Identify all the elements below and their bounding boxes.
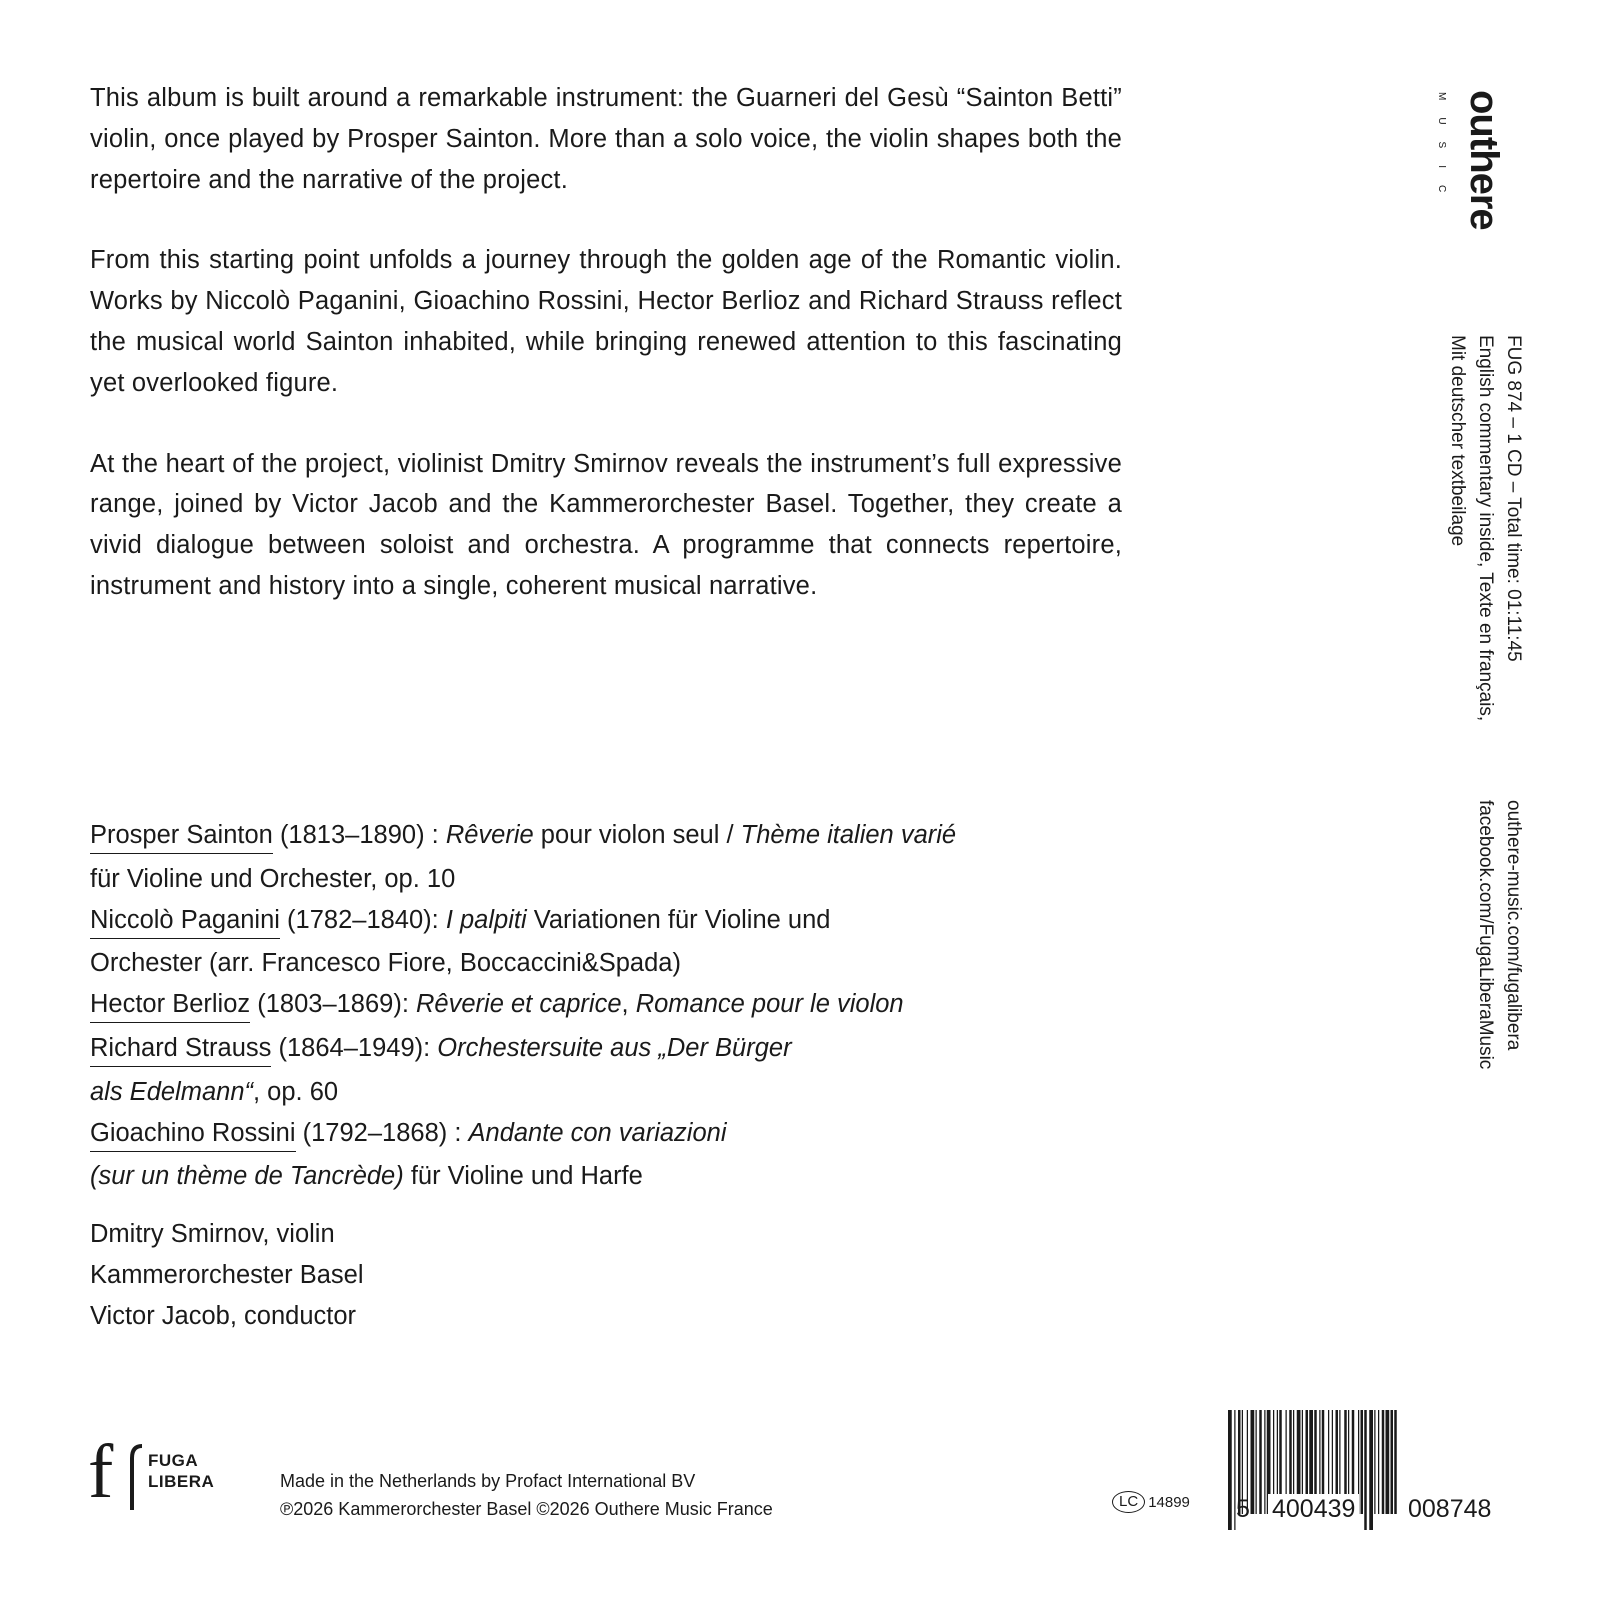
composer-name: Hector Berlioz [90,986,250,1023]
work-entry [90,1028,1090,1113]
work-line [90,1156,1090,1197]
fuga-word-1: FUGA [148,1451,199,1470]
composer-name: Richard Strauss [90,1030,271,1067]
barcode-bar [1256,1410,1257,1514]
work-text: Andante con variazioni [468,1118,727,1147]
barcode-bar [1394,1410,1397,1514]
fuga-f-glyph-icon: f [88,1430,114,1514]
work-entry [90,815,1090,900]
work-text: (1813–1890) : [272,821,446,849]
website-link: outhere-music.com/fugalibera [1503,800,1524,1051]
legal-footer [280,1467,773,1523]
barcode-bar [1386,1410,1390,1514]
work-text: pour violon seul / [533,821,741,849]
outhere-logo: outhere [1462,90,1506,230]
fuga-logo-mark-icon [102,1444,152,1514]
work-text: (1792–1868) : [295,1118,469,1147]
composer-name: Prosper Sainton [90,817,273,854]
copyright-line: ℗2026 Kammerorchester Basel ©2026 Outhere Music France [280,1499,773,1519]
barcode-bar [1374,1410,1375,1514]
barcode-digit-first: 5 [1236,1495,1250,1523]
work-text: I palpiti [445,905,527,934]
work-text: als Edelmann“ [90,1077,253,1106]
track-list [90,815,1090,1197]
barcode-bar [1378,1410,1379,1514]
work-line [90,984,1090,1028]
work-entry [90,900,1090,985]
performers [90,1214,364,1336]
work-line [90,1028,1090,1072]
work-text: Thème italien varié [740,821,957,849]
barcode-digits-right: 008748 [1404,1494,1495,1524]
barcode-digits-left: 400439 [1268,1494,1359,1524]
performer-orchestra: Kammerorchester Basel [90,1260,364,1289]
barcode-bar [1364,1410,1367,1530]
work-text: , [621,990,636,1019]
work-line [90,859,1090,900]
performer-conductor: Victor Jacob, conductor [90,1301,357,1330]
work-text: für Violine und Harfe [403,1162,643,1191]
work-text: (1864–1949): [271,1033,438,1062]
facebook-link: facebook.com/FugaLiberaMusic [1475,800,1496,1070]
work-line [90,1072,1090,1113]
barcode-bar [1259,1410,1262,1514]
work-text: (1803–1869): [250,990,417,1019]
label-code [1112,1491,1190,1513]
work-text: für Violine und Orchester, op. 10 [90,864,456,893]
description-paragraph-1: This album is built around a remarkable instrument: the Guarneri del Gesù “Sainton Betti” violin, once played by Prosper Sainton. More than a solo voice, the violin shapes both the repertoire and the narrative of the project. [90,84,1122,194]
work-text: , op. 60 [253,1077,339,1106]
work-text: Orchestersuite aus „Der Bürger [437,1033,792,1062]
work-text: (sur un thème de Tancrède) [90,1162,404,1191]
work-text: (1782–1840): [279,905,446,934]
work-text: Orchester (arr. Francesco Fiore, Boccaccini&Spada) [90,949,681,978]
description-paragraph-3: At the heart of the project, violinist Dmitry Smirnov reveals the instrument’s full expressive range, joined by Victor Jacob and the Kammerorchester Basel. Together, they create a vivid dialogue between soloist and orchestra. A programme that connects repertoire, instrument and history into a single, coherent musical narrative. [90,449,1122,600]
lc-badge-icon: LC [1112,1491,1145,1513]
outhere-logo-subtitle: MUSIC [1436,92,1447,210]
work-text: Rêverie [445,821,534,849]
lc-number: 14899 [1148,1493,1190,1511]
fuga-word-2: LIBERA [148,1472,215,1491]
album-description [90,78,1122,647]
work-text: Romance pour le violon [635,990,904,1019]
work-text: Variationen für Violine und [526,905,831,934]
performer-soloist: Dmitry Smirnov, violin [90,1220,335,1248]
catalog-info: FUG 874 – 1 CD – Total time: 01:11:45 [1503,335,1524,662]
composer-name: Niccolò Paganini [90,902,280,939]
composer-name: Gioachino Rossini [90,1115,296,1152]
barcode-bar [1361,1410,1364,1514]
work-line [90,900,1090,944]
description-paragraph-2: From this starting point unfolds a journey through the golden age of the Romantic violin. Works by Niccolò Paganini, Gioachino Rossini, Hector Berlioz and Richard Strauss reflect the musical world Sainton inhabited, while bringing renewed attention to this fascinating yet overlooked figure. [90,246,1122,397]
work-line [90,943,1090,984]
language-info-2: Mit deutscher textbeilage [1447,335,1468,547]
work-line [90,815,1090,859]
fuga-libera-wordmark [148,1450,214,1492]
barcode-bar [1264,1410,1265,1514]
work-line [90,1113,1090,1157]
barcode-bar [1369,1410,1373,1530]
fuga-libera-logo [88,1430,218,1514]
work-text: Rêverie et caprice [416,990,622,1019]
work-entry [90,984,1090,1028]
manufacturer-line: Made in the Netherlands by Profact International BV [280,1471,696,1491]
barcode-bar [1382,1410,1385,1514]
work-entry [90,1113,1090,1198]
language-info: English commentary inside, Texte en français, [1475,335,1496,722]
barcode-bar [1391,1410,1394,1514]
